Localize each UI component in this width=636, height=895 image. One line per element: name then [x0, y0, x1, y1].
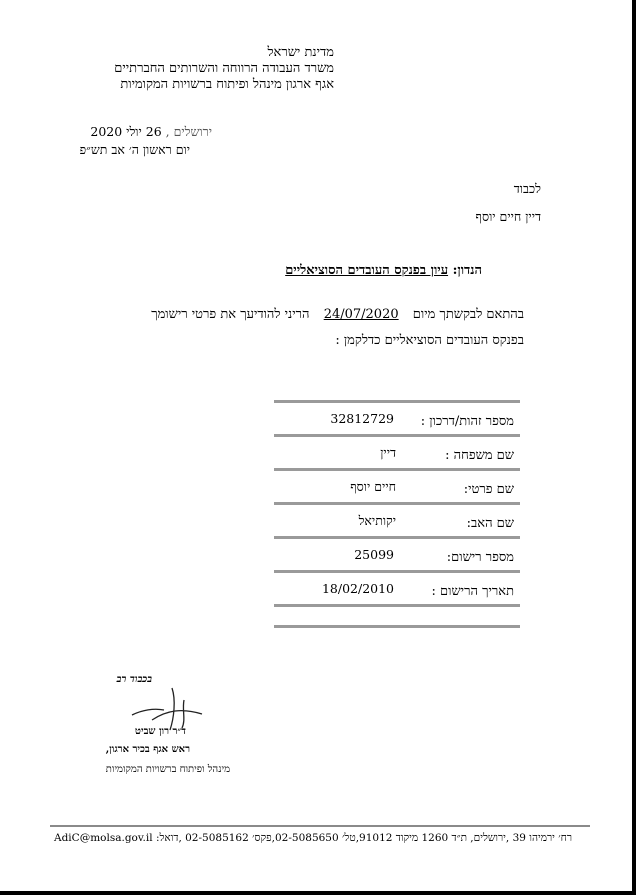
subject-line [285, 262, 482, 278]
detail-label: שם פרטי: [463, 482, 514, 497]
body-paragraph-1 [151, 306, 524, 322]
detail-label: מספר זהות/דרכון : [420, 414, 514, 429]
signer-name: ד״ר רון שביט [134, 726, 186, 737]
detail-row-id [274, 400, 520, 434]
body-paragraph-2: בפנקס העובדים הסוציאליים כדלקמן : [335, 333, 524, 348]
detail-label: שם משפחה : [445, 448, 514, 463]
recipient-name: דיין חיים יוסף [475, 209, 541, 224]
closing: בכבוד רב [116, 674, 152, 685]
header-division: אגף ארגון מינהל ופיתוח ברשויות המקומיות [120, 77, 334, 92]
detail-label: מספר רישום: [446, 550, 514, 565]
footer-contact [54, 832, 584, 844]
subject-text: עיון בפנקס העובדים הסוציאליים [285, 263, 449, 278]
header-state: מדינת ישראל [267, 45, 334, 60]
dateline-gregorian: 26 יולי 2020 [90, 124, 162, 139]
request-date: 24/07/2020 [323, 307, 399, 322]
signer-title: ראש אגף בכיר ארגון, [105, 744, 190, 755]
footer-rule [50, 825, 590, 827]
detail-value: יקותיאל [358, 513, 396, 528]
signature-block [82, 668, 262, 778]
detail-row-first [274, 468, 520, 502]
table-bottom-rule [274, 604, 520, 628]
detail-row-father [274, 502, 520, 536]
dateline-city: ירושלים , [165, 124, 212, 139]
p1-after: הריני להודיעך את פרטי רישומך [151, 307, 310, 322]
dateline-hebrew: יום ראשון ה׳ אב תש״פ [79, 142, 190, 157]
detail-label: תאריך הרישום : [431, 584, 514, 599]
footer-address: רח׳ ירמיהו 39 ,ירושלים, ת״ד 1260 מיקוד 91012,טל׳ 02-5085650,פקס׳ 02-5085162 ,דואל: [155, 832, 573, 844]
detail-value: 18/02/2010 [321, 581, 394, 596]
detail-value: 25099 [354, 547, 394, 562]
signer-dept: מינהל ופיתוח ברשויות המקומיות [105, 764, 230, 775]
footer-email: AdiC@molsa.gov.il [54, 832, 153, 844]
detail-value: דיין [380, 445, 396, 460]
detail-label: שם האב: [466, 516, 514, 531]
salutation: לכבוד [513, 181, 541, 196]
p1-before: בהתאם לבקשתך מיום [412, 307, 524, 322]
detail-row-regdate [274, 570, 520, 604]
detail-value: חיים יוסף [350, 479, 396, 494]
dateline [90, 124, 212, 140]
detail-row-regnum [274, 536, 520, 570]
details-table [274, 400, 520, 628]
detail-row-family [274, 434, 520, 468]
header-ministry: משרד העבודה הרווחה והשרותים החברתיים [114, 61, 334, 76]
detail-value: 32812729 [330, 411, 394, 426]
subject-prefix: הנדון: [452, 263, 482, 278]
